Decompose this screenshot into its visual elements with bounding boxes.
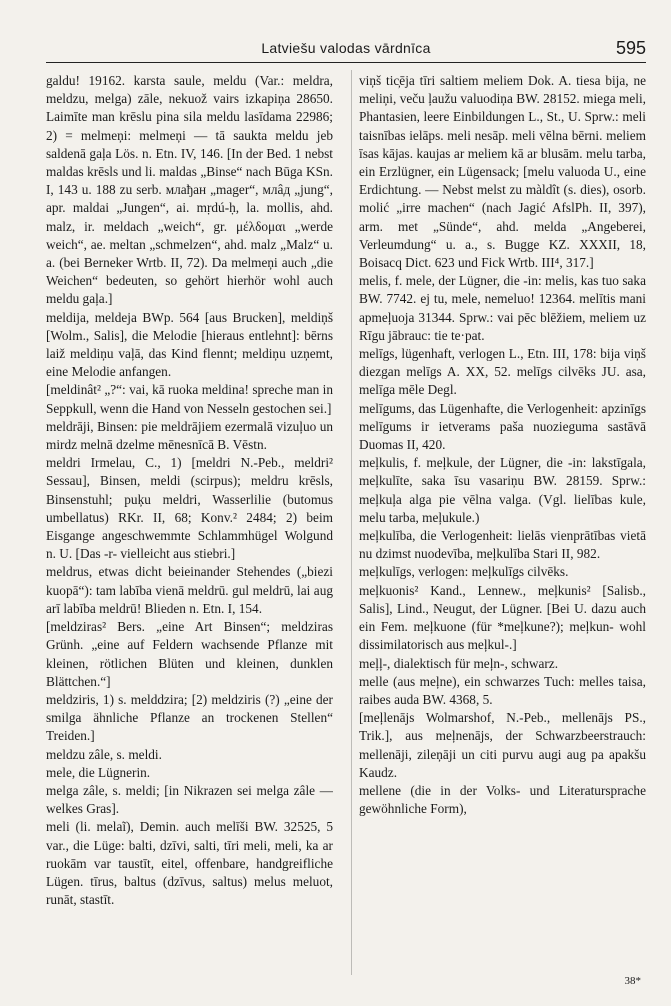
entry-paragraph: meļkulis, f. meļkule, der Lügner, die -in: lakstīgala, meļkulīte, saka īsu vasariņu BW. 28159. Sprw.: meļkuļa alga pie vēlna valga. (Vgl. lielības kule, melu tarba, meļukule.) bbox=[359, 455, 646, 525]
entry-paragraph: meldziris, 1) s. melddzira; [2) meldziris (?) „eine der smilga ähnliche Pflanze an trockenen Stellen“ Treiden.] bbox=[46, 691, 333, 744]
entry-paragraph: melīgums, das Lügenhafte, die Verlogenheit: apzinīgs melīgums ir ietverams paša nuozieguma sastāvā Duomas II, 420. bbox=[359, 400, 646, 453]
entry-paragraph: melīgs, lügenhaft, verlogen L., Etn. III, 178: bija viņš diezgan melīgs A. XX, 52. melīgs cilvēks JU. asa, melīga mēle Degl. bbox=[359, 346, 646, 398]
entry-paragraph: meļkuonis² Kand., Lennew., meļkunis² [Salisb., Salis], Lind., Neugut, der Lügner. [Bei U. dazu auch ein Fem. meļkuone (für *meļkune?); meļkun- wohl dissimilatorisch aus meļkul-.] bbox=[359, 582, 646, 653]
entry-paragraph: meli (li. melaĩ), Demin. auch melīši BW. 32525, 5 var., die Lüge: balti, dzīvi, salti, tīri meli, meli, ka ar ruokām var taustīt, eitel, offenbare, handgreifliche Lügen. tīrus, baltus (dzīvus, saltus) melus meluot, runāt, stastīt. bbox=[46, 819, 333, 908]
entry-paragraph: [meļlenājs Wolmarshof, N.-Peb., mellenājs PS., Trik.], aus meļnenājs, der Schwarzbeerstrauch: mellenāji, zileņāji un citi purvu augi aug pa apakšu Kaudz. bbox=[359, 710, 646, 780]
entry-paragraph: meļkulība, die Verlogenheit: lielās vienprātības vietā nu dzimst nuodevība, meļkulība Stari II, 982. bbox=[359, 528, 646, 562]
entry-paragraph: mele, die Lügnerin. bbox=[46, 764, 151, 780]
entry-paragraph: melle (aus meļne), ein schwarzes Tuch: melles taisa, raibes auda BW. 4368, 5. bbox=[359, 673, 646, 707]
entry-paragraph: viņš tic̦ēja tīri saltiem meliem Dok. A. tiesa bija, ne meliņi, veču ļaužu valuodiņa BW. 28152. miega meli, Phantasien, leere Einbildungen L., St., U. Sprw.: meli taisnības ielāps. meli nesāp. meli vēlna bērni. meliem īsas kājas. kaujas ar meliem kā ar blusām. melu tarba, ein Erzlügner, ein Lügensack; [melu valuoda U., eine Erdichtung. — Nebst melst zu màldît (s. dies), osorb. molić „irre machen“ (nach Jagić AfslPh. II, 397), arm. met „Sünde“, ahd. melda „Angeberei, Verleumdung“ u. a., s. Bugge KZ. XXXII, 18, Boisacq Dict. 623 und Fick Wrtb. III⁴, 317.] bbox=[359, 73, 646, 271]
entry-paragraph: meļkulīgs, verlogen: meļkulīgs cilvēks. bbox=[359, 564, 569, 580]
entry-paragraph: galdu! 19162. karsta saule, meldu (Var.: meldra, meldzu, melga) zāle, nekuož vairs izkapiņa 28650. Laimīte man krēslu pina sila meldu lasīdama 22986; 2) = melmeņi: melmeņi — tā saukta meldu jeb saldenā gaļa Lös. n. Etn. IV, 146. [In der Bed. 1 nebst maldas krēsls und li. maldas „Binse“ nach Būga KSn. I, 143 u. 188 zu serb. млађан „mager“, млâд „jung“, apr. maldai „Jungen“, ai. mṛdú-ḥ, la. mollis, ahd. malz, ir. meldach „weich“, gr. μέλδομαι „werde weich“, ae. meltan „schmelzen“, ahd. malz „Malz“ u. a. (bei Berneker Wrtb. II, 72). Da melmeņi auch „die Weichen“ bedeuten, so gehört hierhör wohl auch meldu gaļa.] bbox=[46, 73, 333, 307]
entry-paragraph: [meldziras² Bers. „eine Art Binsen“; meldziras Grünh. „eine auf Feldern wachsende Pflanze mit kleinen, rötlichen Blüten und kleinen, dunklen Blättchen.“] bbox=[46, 619, 333, 689]
entry-paragraph: meldija, meldeja BWp. 564 [aus Brucken], meldiņš [Wolm., Salis], die Melodie [hieraus entlehnt]: bērns laiž meldiņu vaļā, das Kind flennt; meldiņu uzņemt, eine Melodie anfangen. bbox=[46, 309, 333, 380]
page-number: 595 bbox=[615, 38, 646, 58]
entry-paragraph: melga zâle, s. meldi; [in Nikrazen sei melga zâle — welkes Gras]. bbox=[46, 782, 333, 817]
signature-mark: 38* bbox=[624, 975, 641, 987]
left-column bbox=[46, 72, 333, 977]
right-column bbox=[359, 72, 646, 977]
entry-paragraph: meļļ-, dialektisch für meļn-, schwarz. bbox=[359, 655, 559, 671]
entry-paragraph: [meldinât² „?“: vai, kā ruoka meldina! spreche man in Seppkull, wenn die Hand von Nesseln gestochen sei.] bbox=[46, 382, 333, 416]
entry-paragraph: meldzu zâle, s. meldi. bbox=[46, 746, 162, 762]
entry-paragraph: melis, f. mele, der Lügner, die -in: melis, kas tuo saka BW. 7742. ej tu, mele, nemeluo! 12364. melītis mani apmeļuoja 31344. Sprw.: vai pēc blēžiem, meliem uz Rīgu jābrauc: tie te·pat. bbox=[359, 273, 646, 343]
running-title: Latviešu valodas vārdnīca bbox=[261, 40, 431, 56]
entry-paragraph: meldri Irmelau, C., 1) [meldri N.-Peb., meldri² Sessau], Binsen, meldi (scirpus); meldru krēsls, Binsenstuhl; puķu meldri, Wasserlilie (butomus umbellatus) RKr. II, 68; Konv.² 2484; 2) beim Eisgange angeschwemmte Schlammhügel Wolgund n. U. [Das -r- vielleicht aus stiebri.] bbox=[46, 455, 333, 562]
header-rule bbox=[46, 62, 646, 63]
column-divider bbox=[351, 70, 352, 975]
entry-paragraph: mellene (die in der Volks- und Literatursprache gewöhnliche Form), bbox=[359, 782, 646, 817]
page-header bbox=[46, 38, 646, 60]
entry-paragraph: meldrus, etwas dicht beieinander Stehendes („biezi kuopā“): tam labība vienā meldrū. gul meldrū, lai aug arī labība meldrū! Blieden n. Etn. I, 154. bbox=[46, 564, 333, 616]
entry-paragraph: meldrāji, Binsen: pie meldrājiem ezermalā vizuļuo un mirdz melnā dzelme mēnesnīcā B. Vēstn. bbox=[46, 418, 333, 453]
